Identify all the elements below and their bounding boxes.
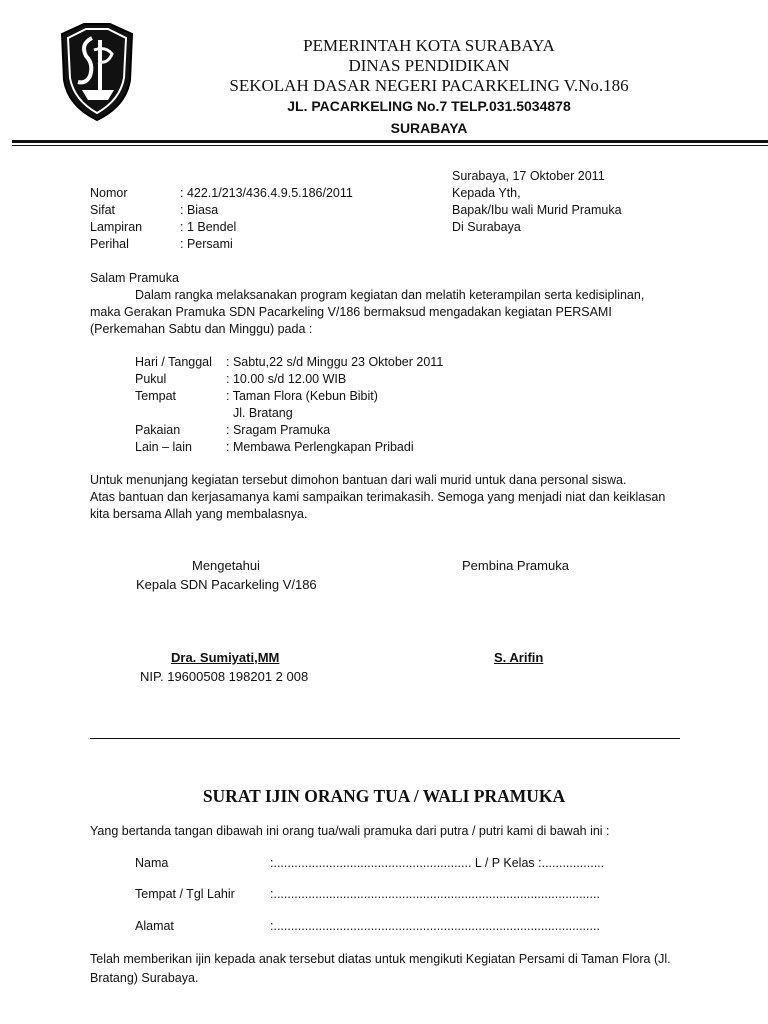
paragraph-line: Untuk menunjang kegiatan tersebut dimohon bantuan dari wali murid untuk dana personal siswa.: [90, 473, 627, 487]
header-rule-thin: [12, 145, 768, 146]
recipient-line: Di Surabaya: [452, 220, 521, 234]
meta-label-perihal: Perihal: [90, 237, 129, 251]
meta-label-sifat: Sifat: [90, 203, 116, 217]
letterhead-school: SEKOLAH DASAR NEGERI PACARKELING V.No.186: [229, 76, 629, 95]
permit-intro: Yang bertanda tangan dibawah ini orang tua/wali pramuka dari putra / putri kami di bawah ini :: [90, 824, 610, 838]
letter-date: Surabaya, 17 Oktober 2011: [452, 169, 605, 183]
signature-left-title: Mengetahui: [192, 558, 260, 573]
recipient-line: Bapak/Ibu wali Murid Pramuka: [452, 203, 622, 217]
permit-field-label: Nama: [135, 856, 169, 870]
meta-value-nomor: : 422.1/213/436.4.9.5.186/2011: [180, 186, 353, 200]
signature-left-nip: NIP. 19600508 198201 2 008: [140, 669, 309, 684]
meta-label-lampiran: Lampiran: [90, 220, 143, 234]
permit-field-address: :..............................................................................................: [270, 919, 600, 933]
recipient-line: Kepada Yth,: [452, 186, 521, 200]
detail-label: Pakaian: [135, 423, 181, 437]
paragraph-line: Dalam rangka melaksanakan program kegiatan dan melatih keterampilan serta kedisiplinan,: [135, 288, 645, 302]
signature-right-title: Pembina Pramuka: [462, 558, 569, 573]
letterhead-department: DINAS PENDIDIKAN: [348, 56, 510, 75]
permit-closing-line: Bratang) Surabaya.: [90, 971, 199, 985]
signature-left-position: Kepala SDN Pacarkeling V/186: [136, 577, 317, 592]
paragraph-line: kita bersama Allah yang membalasnya.: [90, 507, 308, 521]
detail-value: : 10.00 s/d 12.00 WIB: [226, 372, 347, 386]
signature-left-name: Dra. Sumiyati,MM: [171, 650, 280, 665]
paragraph-line: (Perkemahan Sabtu dan Minggu) pada :: [90, 322, 313, 336]
permit-field-label: Alamat: [135, 919, 174, 933]
meta-value-lampiran: : 1 Bendel: [180, 220, 237, 234]
detail-label: Lain – lain: [135, 440, 192, 454]
letterhead-government: PEMERINTAH KOTA SURABAYA: [303, 36, 555, 55]
meta-value-perihal: : Persami: [180, 237, 233, 251]
meta-label-nomor: Nomor: [90, 186, 128, 200]
detail-label: Pukul: [135, 372, 167, 386]
letterhead-address: JL. PACARKELING No.7 TELP.031.5034878: [287, 98, 571, 114]
detail-value: : Membawa Perlengkapan Pribadi: [226, 440, 414, 454]
header-rule-thick: [12, 140, 768, 143]
detail-value: : Taman Flora (Kebun Bibit): [226, 389, 378, 403]
paragraph-line: maka Gerakan Pramuka SDN Pacarkeling V/186 bermaksud mengadakan kegiatan PERSAMI: [90, 305, 612, 319]
detail-value: : Sragam Pramuka: [226, 423, 331, 437]
permit-closing-line: Telah memberikan ijin kepada anak tersebut diatas untuk mengikuti Kegiatan Persami di Taman Flora (Jl.: [90, 952, 671, 966]
meta-value-sifat: : Biasa: [180, 203, 219, 217]
detail-value: Jl. Bratang: [226, 406, 293, 420]
permit-title: SURAT IJIN ORANG TUA / WALI PRAMUKA: [202, 786, 566, 806]
detail-label: Hari / Tanggal: [135, 355, 212, 369]
permit-field-label: Tempat / Tgl Lahir: [135, 887, 235, 901]
section-divider: [90, 738, 680, 739]
letterhead-city: SURABAYA: [390, 120, 468, 136]
permit-field-name: :......................................................... L / P Kelas :..................: [270, 856, 605, 870]
detail-label: Tempat: [135, 389, 176, 403]
detail-value: : Sabtu,22 s/d Minggu 23 Oktober 2011: [226, 355, 444, 369]
greeting: Salam Pramuka: [90, 271, 179, 285]
signature-right-name: S. Arifin: [494, 650, 544, 665]
permit-field-birth: :..............................................................................................: [270, 887, 600, 901]
paragraph-line: Atas bantuan dan kerjasamanya kami sampaikan terimakasih. Semoga yang menjadi niat dan keiklasan: [90, 490, 666, 504]
